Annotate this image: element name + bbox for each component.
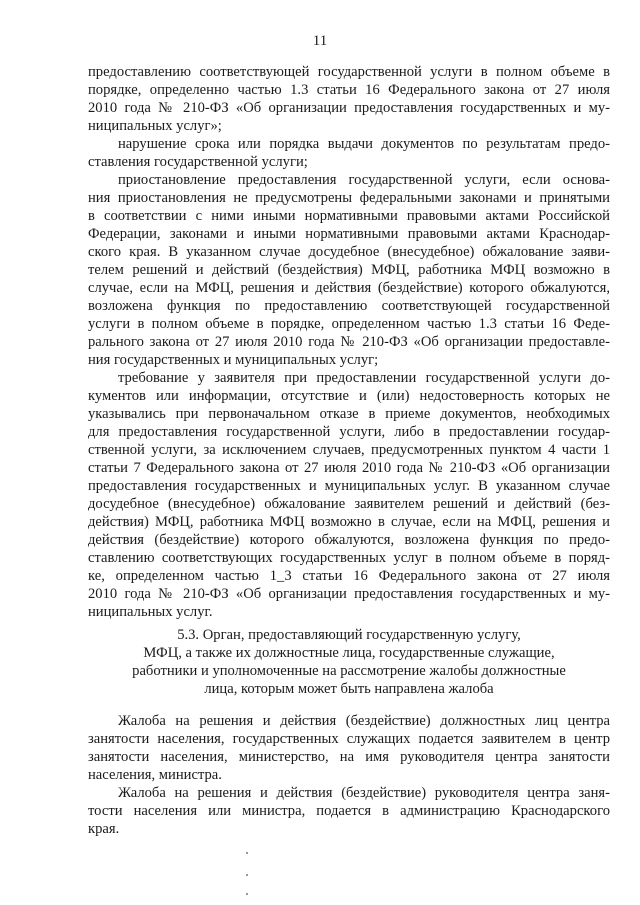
text-line: ственной услуги, за исключением случаев, предусмотренных пунктом 4 части 1 [88, 442, 610, 458]
text-line: в соответствии с ними иными нормативными правовыми актами Российской [88, 208, 610, 224]
scan-speck [246, 893, 248, 895]
text-line: кументов или информации, отсутствие и (или) недостоверность которых не [88, 388, 610, 404]
text-line: ниципальных услуг. [88, 604, 213, 620]
text-line: досудебное (внесудебное) обжалование заявителем решений и действий (без- [88, 496, 610, 512]
text-line: занятости населения, министерство, на имя руководителя центра занятости [88, 749, 610, 765]
text-line: ния государственных и муниципальных услуг; [88, 352, 379, 368]
scan-speck [246, 874, 248, 876]
text-line: 2010 года № 210-ФЗ «Об организации предоставления государственных и му- [88, 100, 610, 116]
text-line: края. [88, 821, 120, 837]
text-line: действия) МФЦ, работника МФЦ возможно в случае, если на МФЦ, решения и [88, 514, 610, 530]
scan-speck [246, 852, 248, 854]
heading-line: лица, которым может быть направлена жалоба [204, 681, 494, 697]
text-line: для предоставления государственной услуги, либо в предоставлении государ- [88, 424, 610, 440]
page-number: 11 [312, 33, 328, 49]
text-line: порядке, определенно частью 1.3 статьи 16 Федерального закона от 27 июля [88, 82, 610, 98]
text-line: требование у заявителя при предоставлении государственной услуги до- [118, 370, 610, 386]
heading-line: 5.3. Орган, предоставляющий государственную услугу, [177, 627, 521, 643]
text-line: услуги в полном объеме в порядке, определенном частью 1.3 статьи 16 Феде- [88, 316, 610, 332]
text-line: нарушение срока или порядка выдачи документов по результатам предо- [118, 136, 610, 152]
text-line: занятости населения, государственных служащих подается заявителем в центр [88, 731, 610, 747]
text-line: указывались при первоначальном отказе в приеме документов, необходимых [88, 406, 610, 422]
text-line: ке, определенном частью 1_3 статьи 16 Федерального закона от 27 июля [88, 568, 610, 584]
text-line: ниципальных услуг»; [88, 118, 222, 134]
text-line: ставлению соответствующих государственных услуг в полном объеме в поряд- [88, 550, 610, 566]
heading-line: работники и уполномоченные на рассмотрение жалобы должностные [132, 663, 566, 679]
text-line: возложена функция по предоставлению соответствующей государственной [88, 298, 610, 314]
text-line: рального закона от 27 июля 2010 года № 210-ФЗ «Об организации предоставле- [88, 334, 610, 350]
text-line: Жалоба на решения и действия (бездействие) должностных лиц центра [118, 713, 610, 729]
text-line: Жалоба на решения и действия (бездействие) руководителя центра заня- [118, 785, 610, 801]
text-line: телем решений и действий (бездействия) МФЦ, работника МФЦ возможно в [88, 262, 610, 278]
text-line: действия (бездействие) которого обжалуются, возложена функция по предо- [88, 532, 610, 548]
text-line: тости населения или министра, подается в администрацию Краснодарского [88, 803, 610, 819]
heading-line: МФЦ, а также их должностные лица, государственные служащие, [143, 645, 555, 661]
text-line: ставления государственной услуги; [88, 154, 308, 170]
text-line: предоставлению соответствующей государственной услуги в полном объеме в [88, 64, 610, 80]
text-line: ского края. В указанном случае досудебное (внесудебное) обжалование заяви- [88, 244, 610, 260]
text-line: населения, министра. [88, 767, 222, 783]
text-line: ния приостановления не предусмотрены федеральными законами и принятыми [88, 190, 610, 206]
text-line: статьи 7 Федерального закона от 27 июля 2010 года № 210-ФЗ «Об организации [88, 460, 610, 476]
text-line: Федерации, законами и иными нормативными правовыми актами Краснодар- [88, 226, 610, 242]
text-line: случае, если на МФЦ, решения и действия (бездействие) которого обжалуются, [88, 280, 610, 296]
text-line: 2010 года № 210-ФЗ «Об организации предоставления государственных и му- [88, 586, 610, 602]
text-line: предоставления государственных и муниципальных услуг. В указанном случае [88, 478, 610, 494]
text-line: приостановление предоставления государственной услуги, если основа- [118, 172, 610, 188]
